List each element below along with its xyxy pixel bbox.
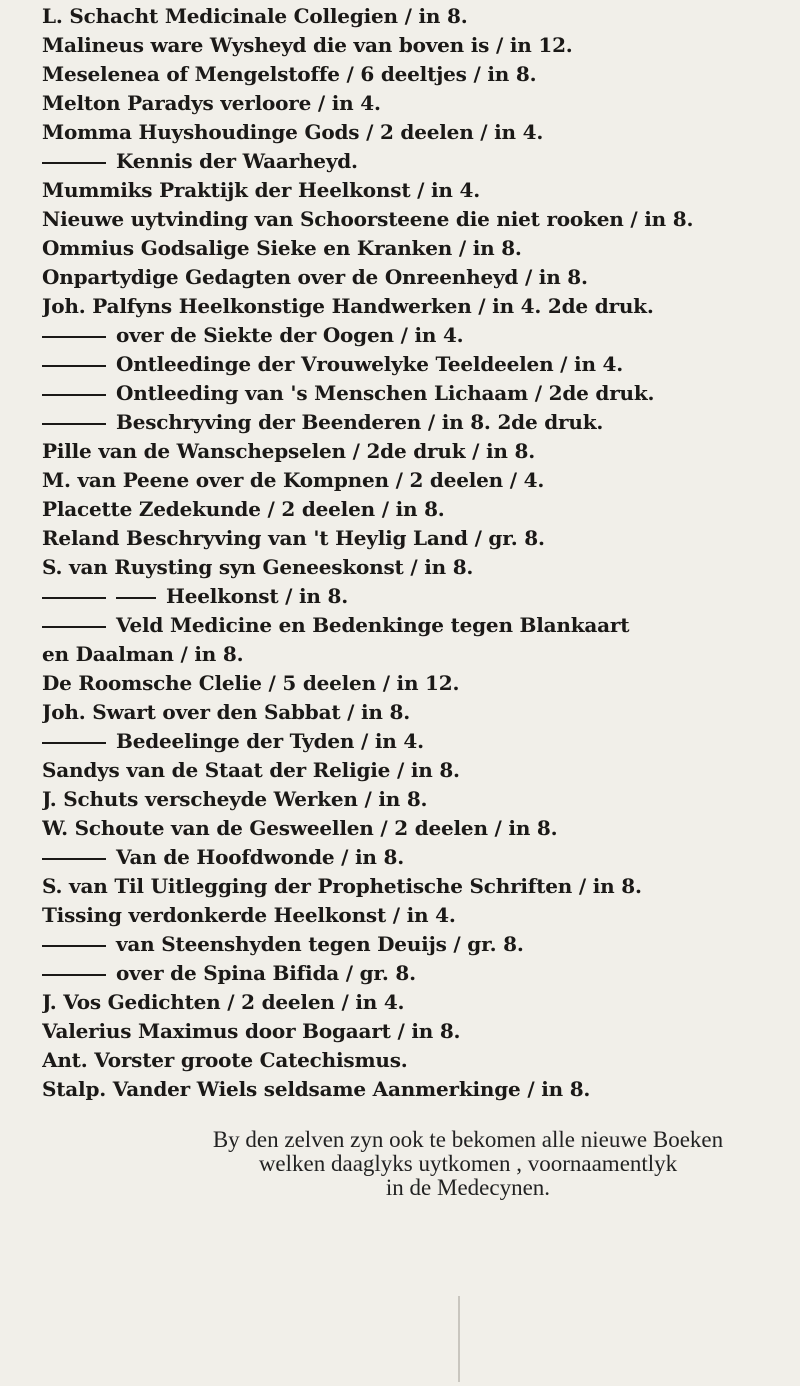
entry-text: Reland Beschryving van 't Heylig Land / gr. 8. [42, 526, 545, 550]
continuation-dash [116, 597, 156, 599]
catalogue-entry [42, 350, 770, 379]
entry-text: S. van Til Uitlegging der Prophetische Schriften / in 8. [42, 874, 642, 898]
catalogue-entry [42, 1017, 770, 1046]
continuation-dash [42, 742, 106, 744]
entry-text: Nieuwe uytvinding van Schoorsteene die niet rooken / in 8. [42, 207, 694, 231]
entry-text: Ontleedinge der Vrouwelyke Teeldeelen / in 4. [116, 352, 624, 376]
entry-text: over de Siekte der Oogen / in 4. [116, 323, 464, 347]
catalogue-entry [42, 1075, 770, 1104]
catalogue-entry [42, 640, 770, 669]
entry-text: J. Schuts verscheyde Werken / in 8. [42, 787, 428, 811]
entry-text: Ant. Vorster groote Catechismus. [42, 1048, 408, 1072]
catalogue-entry [42, 408, 770, 437]
continuation-dash [42, 597, 106, 599]
catalogue-entry [42, 60, 770, 89]
catalogue-entry [42, 959, 770, 988]
entry-text: Stalp. Vander Wiels seldsame Aanmerkinge / in 8. [42, 1077, 591, 1101]
notice-line-3: in de Medecynen. [385, 1175, 551, 1200]
entry-text: van Steenshyden tegen Deuijs / gr. 8. [116, 932, 524, 956]
catalogue-entry [42, 930, 770, 959]
catalogue-entry [42, 263, 770, 292]
entry-text: Bedeelinge der Tyden / in 4. [116, 729, 424, 753]
catalogue-entry [42, 234, 770, 263]
catalogue-entry [42, 611, 770, 640]
catalogue-entry [42, 698, 770, 727]
continuation-dash [42, 423, 106, 425]
entry-text: over de Spina Bifida / gr. 8. [116, 961, 416, 985]
continuation-dash [42, 162, 106, 164]
catalogue-entry [42, 727, 770, 756]
entry-text: Meselenea of Mengelstoffe / 6 deeltjes / in 8. [42, 62, 537, 86]
catalogue-entry [42, 582, 770, 611]
catalogue-entry [42, 785, 770, 814]
entry-text: Joh. Palfyns Heelkonstige Handwerken / in 4. 2de druk. [42, 294, 654, 318]
continuation-dash [42, 394, 106, 396]
catalogue-entry [42, 205, 770, 234]
catalogue-entry [42, 756, 770, 785]
catalogue-entry [42, 379, 770, 408]
continuation-dash [42, 974, 106, 976]
entry-text: Sandys van de Staat der Religie / in 8. [42, 758, 460, 782]
entry-text: Beschryving der Beenderen / in 8. 2de druk. [116, 410, 604, 434]
catalogue-entry [42, 495, 770, 524]
catalogue-entry [42, 901, 770, 930]
entry-text: Mummiks Praktijk der Heelkonst / in 4. [42, 178, 480, 202]
entry-text: Onpartydige Gedagten over de Onreenheyd / in 8. [42, 265, 588, 289]
entry-text: Kennis der Waarheyd. [116, 149, 358, 173]
continuation-dash [42, 365, 106, 367]
catalogue-entry [42, 466, 770, 495]
continuation-dash [42, 858, 106, 860]
entry-text: M. van Peene over de Kompnen / 2 deelen / 4. [42, 468, 545, 492]
continuation-dash [42, 626, 106, 628]
catalogue-entry [42, 147, 770, 176]
entry-text: De Roomsche Clelie / 5 deelen / in 12. [42, 671, 460, 695]
catalogue-entry [42, 118, 770, 147]
entry-text: Melton Paradys verloore / in 4. [42, 91, 381, 115]
entry-text: L. Schacht Medicinale Collegien / in 8. [42, 4, 468, 28]
entry-text: Heelkonst / in 8. [166, 584, 348, 608]
catalogue-entry [42, 988, 770, 1017]
catalogue-entry [42, 872, 770, 901]
entry-text: en Daalman / in 8. [42, 642, 244, 666]
notice-line-2: welken daaglyks uytkomen , voornaamentlyk [258, 1151, 678, 1176]
print-mark [458, 1296, 460, 1382]
entry-text: Van de Hoofdwonde / in 8. [116, 845, 404, 869]
catalogue-entry [42, 553, 770, 582]
entry-text: Pille van de Wanschepselen / 2de druk / in 8. [42, 439, 535, 463]
entry-text: Malineus ware Wysheyd die van boven is / in 12. [42, 33, 573, 57]
catalogue-entry [42, 437, 770, 466]
catalogue-entry [42, 2, 770, 31]
publisher-notice [158, 1128, 778, 1200]
entry-text: Joh. Swart over den Sabbat / in 8. [42, 700, 411, 724]
catalogue-entry [42, 524, 770, 553]
entry-text: Placette Zedekunde / 2 deelen / in 8. [42, 497, 445, 521]
continuation-dash [42, 945, 106, 947]
continuation-dash [42, 336, 106, 338]
entry-text: W. Schoute van de Gesweellen / 2 deelen / in 8. [42, 816, 558, 840]
catalogue-entry [42, 669, 770, 698]
entry-text: Ontleeding van 's Menschen Lichaam / 2de druk. [116, 381, 655, 405]
catalogue-entry [42, 292, 770, 321]
entry-text: J. Vos Gedichten / 2 deelen / in 4. [42, 990, 405, 1014]
notice-line-1: By den zelven zyn ook te bekomen alle nieuwe Boeken [212, 1127, 724, 1152]
catalogue-entry [42, 176, 770, 205]
catalogue-entry [42, 1046, 770, 1075]
catalogue-entry [42, 89, 770, 118]
entry-text: Tissing verdonkerde Heelkonst / in 4. [42, 903, 456, 927]
catalogue-entry [42, 814, 770, 843]
book-catalogue [42, 2, 770, 1104]
entry-text: S. van Ruysting syn Geneeskonst / in 8. [42, 555, 474, 579]
entry-text: Valerius Maximus door Bogaart / in 8. [42, 1019, 461, 1043]
catalogue-entry [42, 321, 770, 350]
entry-text: Momma Huyshoudinge Gods / 2 deelen / in 4. [42, 120, 544, 144]
entry-text: Veld Medicine en Bedenkinge tegen Blankaart [116, 613, 630, 637]
entry-text: Ommius Godsalige Sieke en Kranken / in 8. [42, 236, 522, 260]
catalogue-entry [42, 843, 770, 872]
catalogue-entry [42, 31, 770, 60]
